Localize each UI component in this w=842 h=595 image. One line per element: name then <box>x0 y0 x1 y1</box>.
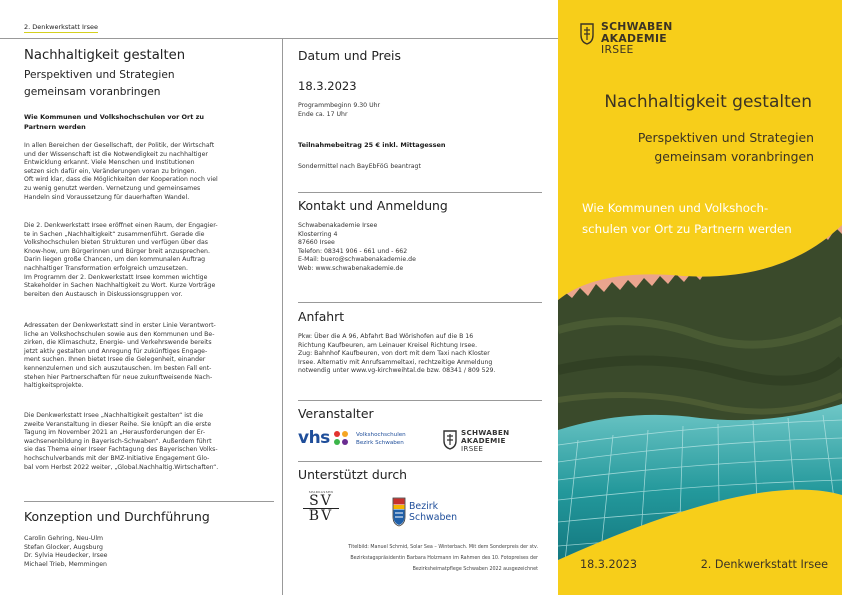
unterstuetzt-divider <box>298 461 542 462</box>
text-line: 87660 Irsee <box>298 239 335 247</box>
text-line: nachhaltiger Transformation erfolgreich umzusetzen. <box>24 264 188 272</box>
bezirk-crest-icon <box>392 497 406 527</box>
cover-footer-event: 2. Denkwerkstatt Irsee <box>700 558 828 571</box>
text-line: SV <box>303 494 339 509</box>
name-line: Carolin Gehring, Neu-Ulm <box>24 535 104 542</box>
text-line: stehen hier Partnerschaften für neue zukunftweisende Nach- <box>24 373 213 381</box>
text-line: jetzt aktiv gestalten und Anregung für zukünftiges Engage- <box>24 347 208 355</box>
text-line: bal vom Herbst 2022 weiter, „Global.Nachhaltig.Wirtschaften“. <box>24 463 219 471</box>
fee: Teilnahmebeitrag 25 € inkl. Mittagessen <box>298 141 446 149</box>
text-line: te in Sachen „Nachhaltigkeit“ zusammenführt. Gerade die <box>24 230 205 238</box>
name-line: Stefan Glocker, Augsburg <box>24 543 103 551</box>
text-line: Adressaten der Denkwerkstatt sind in erster Linie Verantwort- <box>24 322 216 329</box>
phone-line: Telefon: 08341 906 - 661 und - 662 <box>298 247 408 255</box>
kontakt-details <box>298 222 416 274</box>
text-line: Oft wird klar, dass die Möglichkeiten der Kooperation noch viel <box>24 176 218 184</box>
text-line: SCHWABEN <box>601 20 673 33</box>
veranstalter-heading: Veranstalter <box>298 406 374 421</box>
svbv-logo <box>303 490 339 536</box>
text-line: In allen Bereichen der Gesellschaft, der Politik, der Wirtschaft <box>24 142 215 149</box>
text-line: Klosterring 4 <box>298 230 338 238</box>
vhs-text <box>356 431 406 447</box>
paragraph-4 <box>24 412 274 472</box>
text-line: ment suchen. Ihnen bietet Irsee die Gelegenheit, einander <box>24 356 206 364</box>
web-link[interactable]: Web: www.schwabenakademie.de <box>298 264 404 272</box>
cover-title: Nachhaltigkeit gestalten <box>604 92 812 112</box>
funding-note: Sondermittel nach BayEbFöG beantragt <box>298 163 421 170</box>
text-line: Bezirk Schwaben <box>356 440 404 446</box>
konzeption-names <box>24 535 108 569</box>
text-line: hochschulverbands mit der BMZ-Initiative Engagement Glo- <box>24 454 210 462</box>
vhs-logo <box>298 428 406 450</box>
left-title: Nachhaltigkeit gestalten <box>24 48 186 63</box>
crest-icon <box>580 23 594 45</box>
text-line: Volkshochschulen bieten Strukturen und verfügen über das <box>24 239 208 247</box>
text-line: kennenzulernen und sich auszutauschen. Im besten Fall ent- <box>24 364 212 372</box>
text-line: Bezirk <box>409 501 439 512</box>
text-line: sie das Thema einer Irseer Fachtagung des Bayerischen Volks- <box>24 446 218 454</box>
text-line: Zug: Bahnhof Kaufbeuren, von dort mit dem Taxi nach Kloster <box>298 350 490 358</box>
left-subtitle-line: Perspektiven und Strategien <box>24 69 175 81</box>
text-line: Programmbeginn 9.30 Uhr <box>298 102 381 109</box>
svbv-letters <box>303 494 339 523</box>
text-line: Richtung Kaufbeuren, am Leinauer Kreisel Richtung Irsee. <box>298 341 478 349</box>
text-line: liche an Volkshochschulen sowie aus den Kommunen und Be- <box>24 330 215 338</box>
paragraph-2 <box>24 222 274 299</box>
text-line: Bezirksheimatpflege Schwaben 2022 ausgezeichnet <box>412 567 538 572</box>
text-line: Know-how, um Bürgerinnen und Bürger breit anzusprechen. <box>24 247 210 255</box>
text-line: zirken, die Klimaschutz, Energie- und Verkehrswende bereits <box>24 339 212 347</box>
left-lead-line: Wie Kommunen und Volkshochschulen vor Ort zu <box>24 113 205 121</box>
photo-credit <box>292 542 538 575</box>
top-divider <box>0 38 558 39</box>
cover-photo <box>558 0 842 595</box>
header-tag: 2. Denkwerkstatt Irsee <box>24 23 98 31</box>
unterstuetzt-heading: Unterstützt durch <box>298 467 408 482</box>
paragraph-1 <box>24 142 274 202</box>
text-line: gemeinsam voranbringen <box>654 149 814 164</box>
text-line: Perspektiven und Strategien <box>637 130 814 145</box>
left-subtitle <box>24 67 175 101</box>
text-line: setzen sich dafür ein, Veränderungen voran zu bringen. <box>24 167 197 175</box>
cover-footer-date: 18.3.2023 <box>580 558 637 571</box>
bezirk-text <box>409 501 457 523</box>
text-line: wachsenenbildung in Bayerisch-Schwaben“. Außerdem führt <box>24 437 212 445</box>
left-lead-line: Partnern werden <box>24 122 86 131</box>
text-line: zu wenig genutzt werden. Vernetzung und gemeinsames <box>24 184 201 192</box>
cover-panel <box>558 0 842 595</box>
anfahrt-heading: Anfahrt <box>298 309 345 324</box>
text-line: Stakeholder in Sachen Nachhaltigkeit zu Wort. Kurze Vorträge <box>24 282 216 290</box>
left-subtitle-line: gemeinsam voranbringen <box>24 86 161 98</box>
name-line: Michael Trieb, Memmingen <box>24 560 107 568</box>
kontakt-divider <box>298 192 542 193</box>
text-line: Titelbild: Manuel Schmid, Solar Sea – Winterbach. Mit dem Sonderpreis der stv. <box>348 545 538 550</box>
veranstalter-divider <box>298 400 542 401</box>
text-line: SCHWABEN <box>461 428 510 437</box>
text-line: Bezirkstagspräsidentin Barbara Holzmann im Rahmen des 10. Fotopreises der <box>350 556 538 561</box>
text-line: Volkshochschulen <box>356 432 406 438</box>
text-line: notwendig unter www.vg-kirchweihtal.de bzw. 08341 / 809 529. <box>298 367 496 375</box>
text-line: Wie Kommunen und Volkshoch- <box>582 201 769 215</box>
kontakt-heading: Kontakt und Anmeldung <box>298 198 448 213</box>
anfahrt-divider <box>298 302 542 303</box>
text-line: Schwabenakademie Irsee <box>298 222 378 229</box>
text-line: Die Denkwerkstatt Irsee „Nachhaltigkeit gestalten“ ist die <box>24 412 204 419</box>
vhs-dots-icon <box>332 430 352 450</box>
vhs-wordmark: vhs <box>298 428 330 448</box>
text-line: schulen vor Ort zu Partnern werden <box>582 222 792 236</box>
datum-heading: Datum und Preis <box>298 48 401 63</box>
konzeption-divider <box>24 501 274 502</box>
sa-logo-text <box>461 429 509 453</box>
text-line: Handeln sind Voraussetzung für dauerhaften Wandel. <box>24 193 190 201</box>
text-line: Im Programm der 2. Denkwerkstatt Irsee kommen wichtige <box>24 273 208 281</box>
text-line: haltigkeitsprojekte. <box>24 382 84 390</box>
text-line: Pkw: Über die A 96, Abfahrt Bad Wörishofen auf die B 16 <box>298 333 474 340</box>
cover-subtitle <box>638 128 814 166</box>
name-line: Dr. Sylvia Heudecker, Irsee <box>24 552 108 560</box>
text-line: IRSEE <box>601 43 634 56</box>
cover-lead <box>582 198 792 240</box>
column-divider <box>282 38 283 595</box>
text-line: Entwicklung erkannt. Viele Menschen und Institutionen <box>24 159 195 167</box>
text-line: IRSEE <box>461 444 484 453</box>
text-line: AKADEMIE <box>601 31 667 45</box>
text-line: und der Wissenschaft ist die Notwendigkeit zu nachhaltiger <box>24 150 208 158</box>
anfahrt-details <box>298 333 495 376</box>
konzeption-heading: Konzeption und Durchführung <box>24 509 210 524</box>
text-line: Die 2. Denkwerkstatt Irsee eröffnet einen Raum, der Engagier- <box>24 222 218 229</box>
text-line: Schwaben <box>409 512 458 523</box>
text-line: Tagung im November 2021 an „Herausforderungen der Er- <box>24 429 206 437</box>
text-line: Ende ca. 17 Uhr <box>298 110 348 118</box>
crest-icon <box>443 430 457 450</box>
event-date: 18.3.2023 <box>298 79 357 93</box>
text-line: Irsee. Alternativ mit Anrufsammeltaxi, rechtzeitige Anmeldung <box>298 358 493 366</box>
cover-logo-text <box>601 21 673 56</box>
text-line: bereiten den Austausch in Diskussionsgruppen vor. <box>24 290 183 298</box>
program-times <box>298 102 380 119</box>
text-line: BV <box>308 508 334 524</box>
text-line: zweite Veranstaltung in dieser Reihe. Sie knüpft an die erste <box>24 420 212 428</box>
paragraph-3 <box>24 322 274 391</box>
email-link[interactable]: E-Mail: buero@schwabenakademie.de <box>298 256 416 264</box>
text-line: Darin liegen große Chancen, um den kommunalen Auftrag <box>24 256 206 264</box>
left-lead <box>24 113 204 132</box>
text-line: AKADEMIE <box>461 436 506 445</box>
svbv-small-text: SPARKASSEN <box>308 490 334 494</box>
